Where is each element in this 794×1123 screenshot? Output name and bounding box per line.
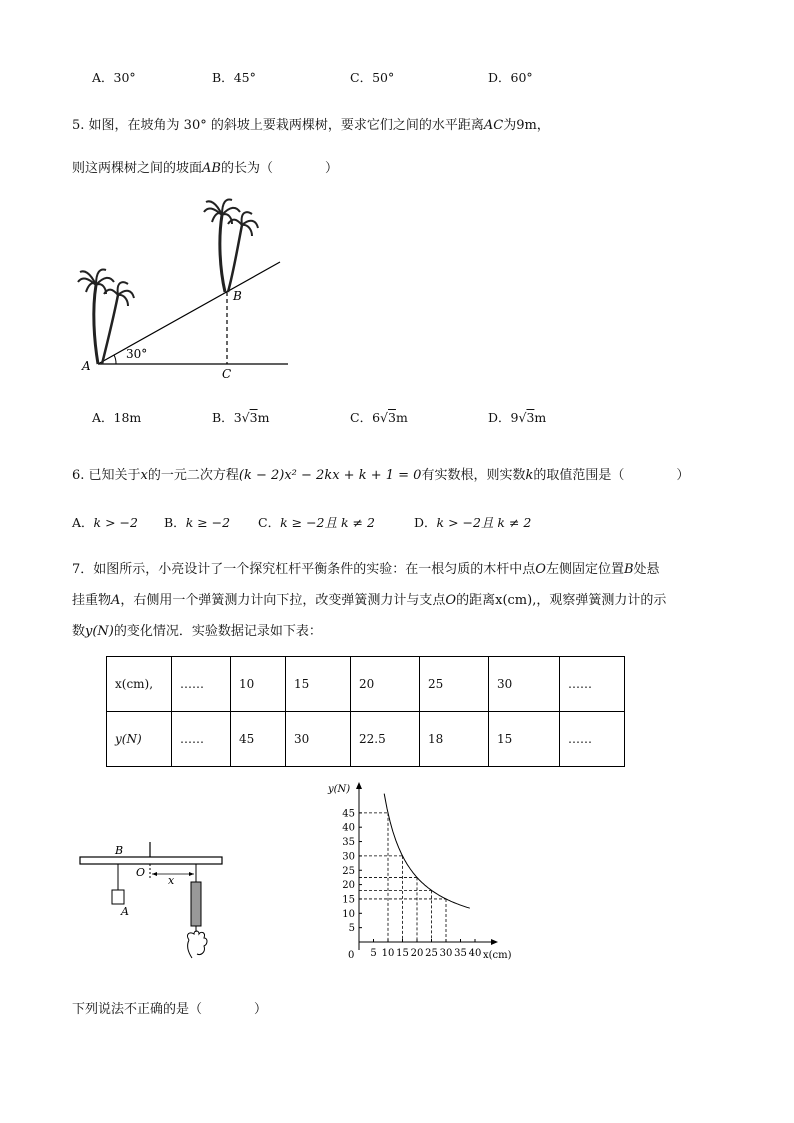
q6-option-d: D．k > −2且 k ≠ 2 (414, 515, 532, 530)
table-row (107, 712, 625, 767)
q7-stem-line2: 挂重物A，右侧用一个弹簧测力计向下拉，改变弹簧测力计与支点O的距离x(cm),，观察弹簧测力计的示 (72, 593, 667, 608)
y-tick-label: 30 (342, 851, 355, 863)
table-cell: 30 (489, 657, 560, 712)
angle-label: 30° (126, 347, 148, 361)
table-cell: …… (560, 657, 625, 712)
x-tick-label: 40 (468, 948, 482, 959)
q5-stem-line1: 5. 如图，在坡角为 30° 的斜坡上要栽两棵树，要求它们之间的水平距离AC为9m， (72, 118, 550, 133)
table-cell: 30 (286, 712, 351, 767)
y-axis-label: y(N) (328, 784, 351, 795)
data-table (106, 656, 625, 767)
sqrt-icon: √ (380, 410, 388, 425)
point-a-label: A (82, 359, 91, 373)
q6-option-c: C．k ≥ −2且 k ≠ 2 (258, 515, 375, 530)
sqrt-icon: √ (518, 410, 527, 425)
table-cell: 15 (286, 657, 351, 712)
x-axis-label: x(cm) (483, 950, 512, 961)
q7-stem-line3: 数y(N)的变化情况．实验数据记录如下表： (72, 624, 322, 639)
q5-option-d: D．9√3m (488, 410, 547, 425)
q5-stem-line2: 则这两棵树之间的坡面AB的长为（ ） (72, 161, 338, 176)
q6-option-a: A．k > −2 (72, 515, 138, 530)
lever-label-a: A (121, 905, 129, 918)
guide-lines (359, 813, 446, 942)
q6-option-b: B．k ≥ −2 (164, 515, 231, 530)
palm-tree-b-icon (204, 200, 258, 292)
angle-arc (114, 355, 116, 364)
q6-stem: 6. 已知关于x的一元二次方程(k − 2)x² − 2kx + k + 1 = 0有实数根，则实数k的取值范围是（ ） (72, 468, 690, 483)
y-tick-label: 15 (342, 894, 355, 906)
x-tick-label: 10 (381, 948, 395, 959)
q7-stem-line1: 7．如图所示，小亮设计了一个探究杠杆平衡条件的实验：在一根匀质的木杆中点O左侧固定位置B处悬 (72, 562, 660, 577)
x-tick-label: 15 (396, 948, 409, 959)
x-tick-label: 5 (370, 948, 377, 959)
q7-question: 下列说法不正确的是（ ） (72, 1002, 268, 1017)
x-tick-label: 25 (425, 948, 438, 959)
lever-label-o: O (136, 866, 146, 879)
x-tick-label: 35 (454, 948, 467, 959)
weight-a (112, 890, 124, 904)
hand-icon (188, 926, 207, 958)
table-cell: 22.5 (351, 712, 420, 767)
y-tick-label: 10 (342, 908, 355, 920)
table-cell: …… (172, 712, 231, 767)
y-tick-label: 45 (342, 808, 355, 820)
x-tick-label: 30 (439, 948, 453, 959)
y-tick-label: 35 (342, 837, 355, 849)
table-cell: 10 (231, 657, 286, 712)
table-cell: …… (172, 657, 231, 712)
lever-label-b: B (115, 844, 124, 857)
force-distance-graph (322, 780, 522, 968)
q4-option-a: A．30° (92, 70, 136, 85)
lever-label-x: x (168, 874, 175, 887)
point-b-label: B (233, 289, 242, 303)
table-cell: y(N) (107, 712, 172, 767)
table-cell: 15 (489, 712, 560, 767)
point-c-label: C (222, 367, 232, 381)
lever-rod (80, 857, 222, 864)
table-cell: 25 (420, 657, 489, 712)
x-axis-arrow-icon (491, 939, 498, 945)
y-tick-label: 5 (348, 923, 355, 935)
spring-scale (191, 882, 201, 926)
x-tick-label: 20 (410, 948, 424, 959)
table-cell: 45 (231, 712, 286, 767)
q5-option-b: B．3√3m (212, 410, 270, 425)
y-axis-arrow-icon (356, 782, 362, 789)
lever-figure (70, 832, 230, 962)
table-cell: x(cm), (107, 657, 172, 712)
q4-option-c: C．50° (350, 70, 395, 85)
slope-figure (70, 190, 300, 382)
table-cell: 18 (420, 712, 489, 767)
curve-line (384, 794, 470, 909)
table-cell: 20 (351, 657, 420, 712)
q4-option-b: B．45° (212, 70, 256, 85)
q5-option-c: C．6√3m (350, 410, 408, 425)
q4-option-d: D．60° (488, 70, 533, 85)
y-tick-label: 40 (342, 822, 355, 834)
table-row (107, 657, 625, 712)
y-tick-label: 25 (342, 865, 355, 877)
sqrt-icon: √ (241, 410, 250, 425)
q5-option-a: A．18m (92, 410, 142, 425)
origin-label: 0 (348, 950, 355, 961)
graph-plot (327, 782, 512, 961)
y-tick-label: 20 (342, 880, 355, 892)
table-cell: …… (560, 712, 625, 767)
